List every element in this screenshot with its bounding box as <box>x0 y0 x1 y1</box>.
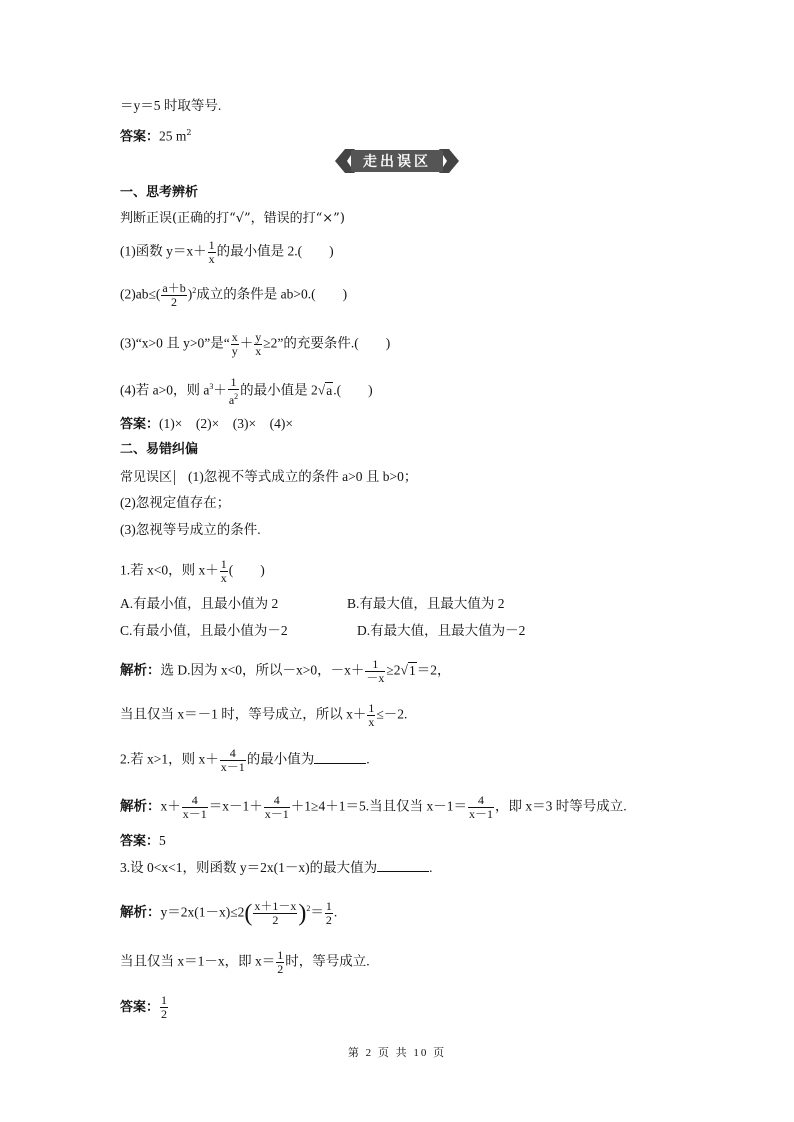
fraction: $\frac{4}{x-1}$ <box>468 793 493 821</box>
banner-text: 走出误区 <box>363 154 431 170</box>
fraction: $\frac{4}{x-1}$ <box>182 793 207 821</box>
answer-line <box>120 415 293 434</box>
solution-3: 解析：y＝2x(1－x)≤2( $\frac{x+1-x}{2}$ )$^2$＝ $\frac{1}{2}$ . <box>120 899 338 927</box>
answer-value: (1)× (2)× (3)× (4)× <box>159 416 293 431</box>
fraction: $\frac{1}{x}$ <box>208 238 215 266</box>
fraction: $\frac{1}{2}$ <box>161 993 168 1021</box>
fraction: $\frac{1}{2}$ <box>325 899 332 927</box>
page-footer: 第 2 页 共 10 页 <box>347 1047 447 1059</box>
solution-1: 解析：选 D.因为 x<0，所以－x>0，－x＋ $\frac{1}{-x}$ ≥2√1＝2， <box>120 657 451 685</box>
error-label: 常见误区 <box>120 470 175 485</box>
fraction: $\frac{1}{2}$ <box>277 948 284 976</box>
error-item: (3)忽视等号成立的条件. <box>120 522 261 537</box>
answer-blank <box>314 751 366 764</box>
fraction: $\frac{x+1-x}{2}$ <box>254 899 297 927</box>
problem-3: 3.设 0<x<1，则函数 y＝2x(1－x)的最大值为 . <box>120 860 433 875</box>
fraction: $\frac{1}{x}$ <box>368 701 375 729</box>
option-d: D.有最大值，且最大值为－2 <box>357 623 526 638</box>
answer-line: 答案：25 $m^2$ <box>120 128 192 145</box>
option-b: B.有最大值，且最大值为 2 <box>347 596 505 611</box>
instruction-text: 判断正误(正确的打“√”，错误的打“×”) <box>120 211 345 226</box>
fraction: $\frac{1}{-x}$ <box>366 657 385 685</box>
solution-1-cont: 当且仅当 x＝－1 时，等号成立，所以 x＋ $\frac{1}{x}$ ≤－2. <box>120 701 408 729</box>
section-title: 二、易错纠偏 <box>120 442 199 457</box>
option-c: C.有最小值，且最小值为－2 <box>120 623 288 638</box>
fraction: $\frac{1}{a^2}$ <box>228 375 239 407</box>
fraction: $\frac{y}{x}$ <box>255 330 262 358</box>
text-line: ＝y＝5 时取等号. <box>120 98 222 113</box>
answer-line <box>120 994 169 1021</box>
solution-label: 解析： <box>120 798 161 815</box>
option-a: A.有最小值，且最小值为 2 <box>120 596 279 611</box>
problem-2: 2.若 x>1，则 x＋ $\frac{4}{x-1}$ 的最小值为 . <box>120 746 370 774</box>
answer-label: 答案： <box>120 129 160 145</box>
problem-1: 1.若 x<0，则 x＋ $\frac{1}{x}$ ( ) <box>120 557 265 585</box>
answer-blank <box>377 859 429 872</box>
solution-3-cont: 当且仅当 x＝1－x，即 x＝ $\frac{1}{2}$ 时，等号成立. <box>120 948 370 976</box>
solution-2: 解析：x＋ $\frac{4}{x-1}$ ＝x－1＋ $\frac{4}{x-1}$ ＋1≥4＋1＝5.当且仅当 x－1＝ $\frac{4}{x-1}$ ，即 x＝3 时等号成立. <box>120 793 627 821</box>
answer-label: 答案： <box>120 834 160 849</box>
solution-label: 解析： <box>120 662 161 679</box>
answer-line <box>120 832 166 851</box>
error-list: 常见误区 (1)忽视不等式成立的条件 a>0 且 b>0； <box>120 469 418 485</box>
question-4: (4)若 a>0，则 $a^3+$ $\frac{1}{a^2}$ 的最小值是 2√a.( ) <box>120 375 373 407</box>
fraction: $\frac{a+b}{2}$ <box>162 281 186 309</box>
error-item: (2)忽视定值存在； <box>120 495 231 510</box>
fraction: $\frac{x}{y}$ <box>231 330 238 358</box>
section-banner <box>333 148 461 174</box>
answer-value: 5 <box>159 833 166 848</box>
fraction: $\frac{4}{x-1}$ <box>220 746 245 774</box>
section-title: 一、思考辨析 <box>120 185 199 200</box>
solution-label: 解析： <box>120 904 161 921</box>
sqrt-symbol: √ <box>317 382 326 398</box>
question-1: (1)函数 y＝x＋ $\frac{1}{x}$ 的最小值是 2.( ) <box>120 238 334 266</box>
answer-value: 25 m <box>159 128 187 144</box>
question-2: (2)ab≤( $\frac{a+b}{2}$ )$^2$成立的条件是 ab>0.( ) <box>120 281 348 309</box>
fraction: $\frac{4}{x-1}$ <box>264 793 289 821</box>
answer-label: 答案： <box>120 1000 160 1015</box>
answer-label: 答案： <box>120 417 160 432</box>
question-3: (3)“x>0 且 y>0”是“ $\frac{x}{y}$ ＋ $\frac{y}{x}$ ≥2”的充要条件.( ) <box>120 330 391 358</box>
fraction: $\frac{1}{x}$ <box>220 557 227 585</box>
